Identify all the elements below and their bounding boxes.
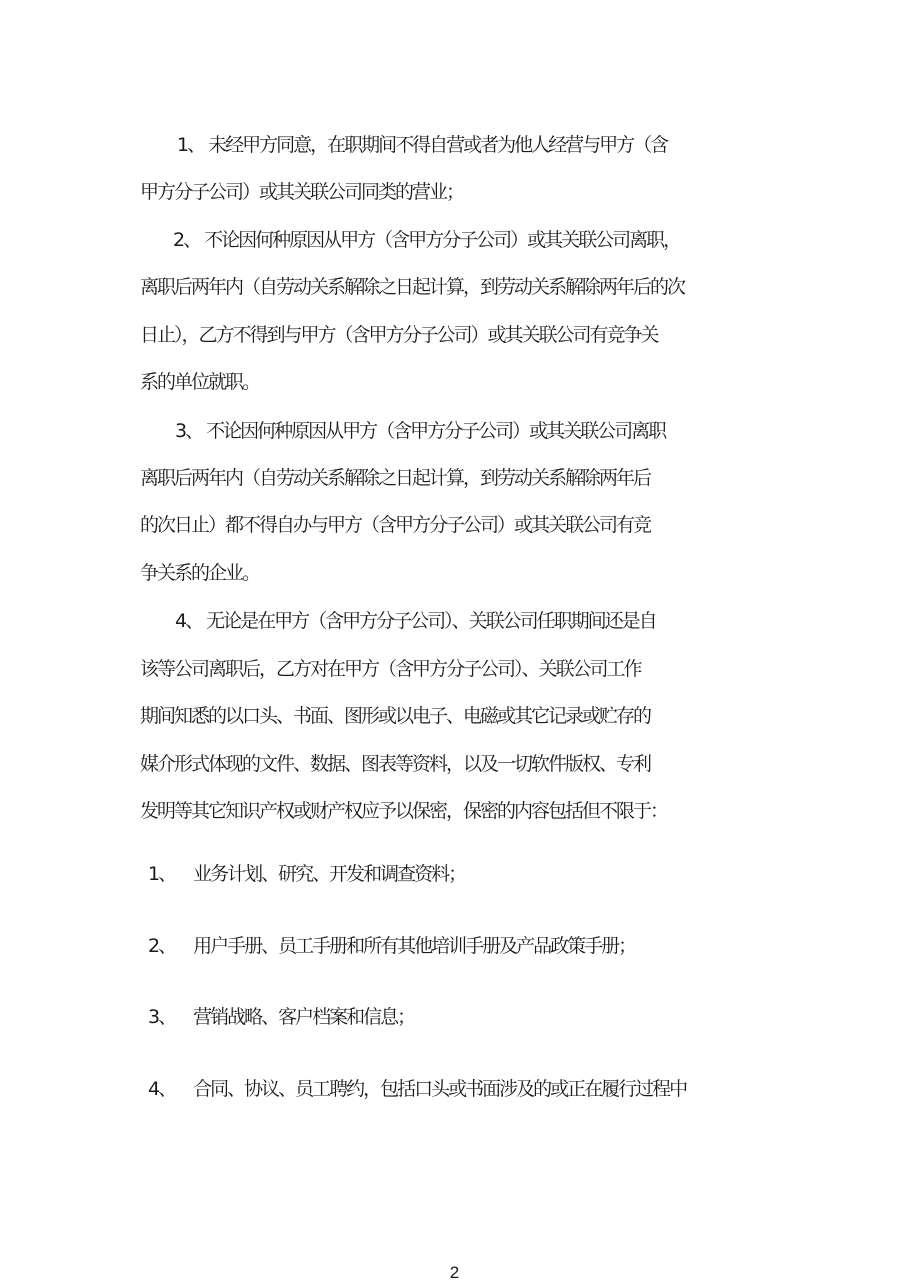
sub-item-3-number: 3、 [148, 1006, 176, 1028]
paragraph-2-line-3: 日止），乙方不得到与甲方（含甲方分子公司）或其关联公司有竞争关 [140, 324, 658, 346]
sub-item-1-number: 1、 [148, 863, 176, 885]
paragraph-2-line-2: 离职后两年内（自劳动关系解除之日起计算，到劳动关系解除两年后的次 [140, 276, 685, 298]
paragraph-1-line-1: 1、 未经甲方同意，在职期间不得自营或者为他人经营与甲方（含 [177, 134, 668, 156]
sub-item-2-number: 2、 [148, 935, 176, 957]
paragraph-3-line-1: 3、 不论因何种原因从甲方（含甲方分子公司）或其关联公司离职 [175, 420, 666, 442]
sub-item-4-number: 4、 [148, 1078, 176, 1100]
paragraph-1-line-2: 甲方分子公司）或其关联公司同类的营业； [140, 181, 464, 203]
paragraph-4-line-4: 媒介形式体现的文件、数据、图表等资料，以及一切软件版权、专利 [140, 753, 651, 775]
paragraph-4-line-3: 期间知悉的以口头、书面、图形或以电子、电磁或其它记录或贮存的 [140, 705, 651, 727]
paragraph-3-line-4: 争关系的企业。 [140, 562, 260, 584]
page-number: 2 [449, 1263, 460, 1282]
paragraph-4-line-2: 该等公司离职后，乙方对在甲方（含甲方分子公司）、关联公司工作 [140, 658, 641, 680]
sub-item-3-text: 营销战略、客户档案和信息； [193, 1006, 415, 1028]
sub-item-2-text: 用户手册、员工手册和所有其他培训手册及产品政策手册； [193, 935, 636, 957]
paragraph-4-line-5: 发明等其它知识产权或财产权应予以保密，保密的内容包括但不限于： [140, 800, 668, 822]
sub-item-1 [148, 862, 838, 886]
sub-item-2 [148, 934, 838, 958]
sub-item-3 [148, 1005, 838, 1029]
paragraph-3-line-3: 的次日止）都不得自办与甲方（含甲方分子公司）或其关联公司有竞 [140, 514, 651, 536]
paragraph-4-line-1: 4、 无论是在甲方（含甲方分子公司）、关联公司任职期间还是自 [175, 610, 656, 632]
paragraph-2-line-4: 系的单位就职。 [140, 371, 260, 393]
sub-item-4-text: 合同、协议、员工聘约，包括口头或书面涉及的或正在履行过程中 [193, 1078, 687, 1100]
sub-item-1-text: 业务计划、研究、开发和调查资料； [193, 863, 466, 885]
sub-item-4 [148, 1077, 838, 1101]
paragraph-3-line-2: 离职后两年内（自劳动关系解除之日起计算，到劳动关系解除两年后 [140, 467, 651, 489]
paragraph-2-line-1: 2、 不论因何种原因从甲方（含甲方分子公司）或其关联公司离职， [173, 229, 681, 251]
